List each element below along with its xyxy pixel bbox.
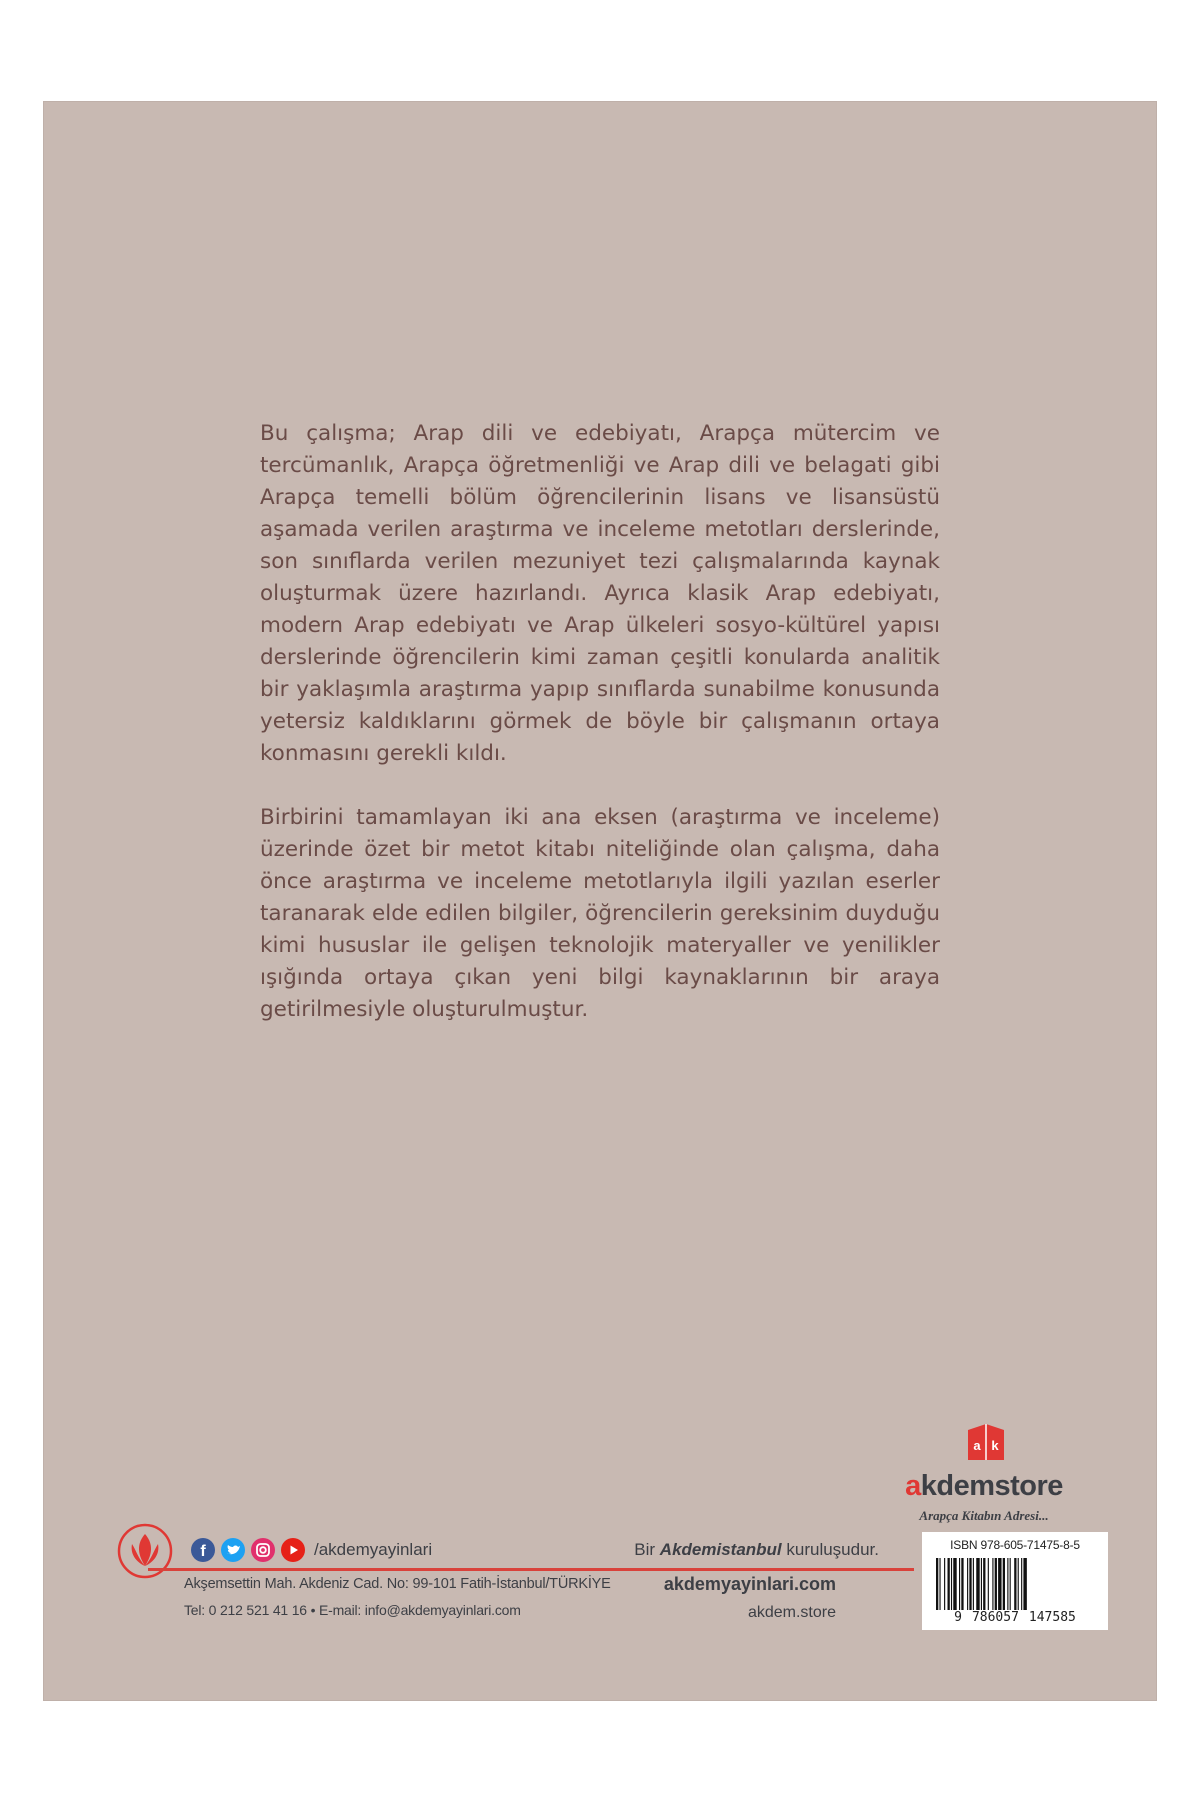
publisher-address: Akşemsettin Mah. Akdeniz Cad. No: 99-101 Fatih-İstanbul/TÜRKİYE — [184, 1576, 611, 1592]
social-handle[interactable]: /akdemyayinlari — [314, 1540, 433, 1559]
back-cover-blurb — [260, 418, 940, 1058]
barcode-digits — [922, 1610, 1108, 1625]
website-link[interactable]: akdemyayinlari.com — [663, 1574, 836, 1594]
barcode-bar — [988, 1558, 989, 1610]
barcode-bar — [976, 1558, 979, 1610]
barcode-bar — [969, 1558, 971, 1610]
akdem-logo-icon — [964, 1420, 1008, 1464]
svg-text:a: a — [973, 1438, 981, 1453]
barcode-bar — [995, 1558, 997, 1610]
barcode-bar — [981, 1558, 982, 1610]
svg-text:f: f — [200, 1543, 206, 1560]
instagram-icon[interactable] — [250, 1537, 276, 1563]
barcode-bar — [1018, 1558, 1019, 1610]
barcode-digits-right: 147585 — [1028, 1610, 1076, 1625]
barcode-bar — [953, 1558, 956, 1610]
barcode-bar — [998, 1558, 1001, 1610]
svg-text:k: k — [991, 1438, 999, 1453]
barcode-bar — [992, 1558, 993, 1610]
barcode-bar — [936, 1558, 938, 1610]
blurb-paragraph-1: Bu çalışma; Arap dili ve edebiyatı, Arapça mütercim ve tercümanlık, Arapça öğretmenliği ve Arap dili ve belagati gibi Arapça temelli bölüm öğrencilerinin lisans ve lisansüstü aşamada verilen araştırma ve inceleme metotları derslerinde, son sınıflarda verilen mezuniyet tezi çalışmalarında kaynak oluşturmak üzere hazırlandı. Ayrıca klasik Arap edebiyatı, modern Arap edebiyatı ve Arap ülkeleri sosyo-kültürel yapısı derslerinde öğrencilerin kimi zaman çeşitli konularda analitik bir yaklaşımla araştırma yapıp sınıflarda sunabilme konusunda yetersiz kaldıklarını görmek de böyle bir çalışmanın ortaya konmasını gerekli kıldı. — [260, 421, 940, 766]
barcode-bar — [1023, 1558, 1026, 1610]
youtube-icon[interactable] — [280, 1537, 306, 1563]
barcode-digit-lead: 9 — [954, 1610, 962, 1625]
brand-name: akdemstore — [905, 1470, 1063, 1502]
twitter-icon[interactable] — [220, 1537, 246, 1563]
isbn-barcode-box — [922, 1532, 1108, 1630]
barcode-bar — [973, 1558, 974, 1610]
tulip-logo-icon — [116, 1522, 174, 1580]
social-links — [190, 1536, 432, 1564]
barcode-digits-left: 786057 — [971, 1610, 1019, 1625]
barcode-bar — [1021, 1558, 1022, 1610]
organization-line: Bir Akdemistanbul kuruluşudur. — [634, 1540, 879, 1559]
facebook-icon[interactable] — [190, 1537, 216, 1563]
barcode-bar — [1003, 1558, 1005, 1610]
store-link[interactable]: akdem.store — [747, 1604, 836, 1621]
barcode-bar — [939, 1558, 940, 1610]
akdemstore-brand — [890, 1420, 1078, 1523]
barcode-bar — [948, 1558, 950, 1610]
publisher-contact: Tel: 0 212 521 41 16 • E-mail: info@akdemyayinlari.com — [184, 1602, 521, 1618]
barcode-bar — [961, 1558, 963, 1610]
barcode-bar — [1007, 1558, 1008, 1610]
barcode-bar — [1014, 1558, 1016, 1610]
barcode-bar — [951, 1558, 952, 1610]
brand-tagline: Arapça Kitabın Adresi... — [919, 1508, 1049, 1523]
barcode-bar — [1010, 1558, 1011, 1610]
barcode-bar — [959, 1558, 960, 1610]
book-back-cover — [44, 102, 1156, 1700]
barcode-bar — [944, 1558, 945, 1610]
footer-divider — [148, 1568, 914, 1571]
barcode-bar — [967, 1558, 968, 1610]
barcode — [936, 1558, 1098, 1610]
isbn-label: ISBN 978-605-71475-8-5 — [950, 1538, 1080, 1552]
barcode-bar — [983, 1558, 985, 1610]
blurb-paragraph-2: Birbirini tamamlayan iki ana eksen (araştırma ve inceleme) üzerinde özet bir metot kitabı niteliğinde olan çalışma, daha önce araştırma ve inceleme metotlarıyla ilgili yazılan eserler taranarak elde edilen bilgiler, öğrencilerin gereksinim duyduğu kimi hususlar ile gelişen teknolojik materyaller ve yenilikler ışığında ortaya çıkan yeni bilgi kaynaklarının bir araya getirilmesiyle oluşturulmuştur. — [260, 805, 940, 1022]
